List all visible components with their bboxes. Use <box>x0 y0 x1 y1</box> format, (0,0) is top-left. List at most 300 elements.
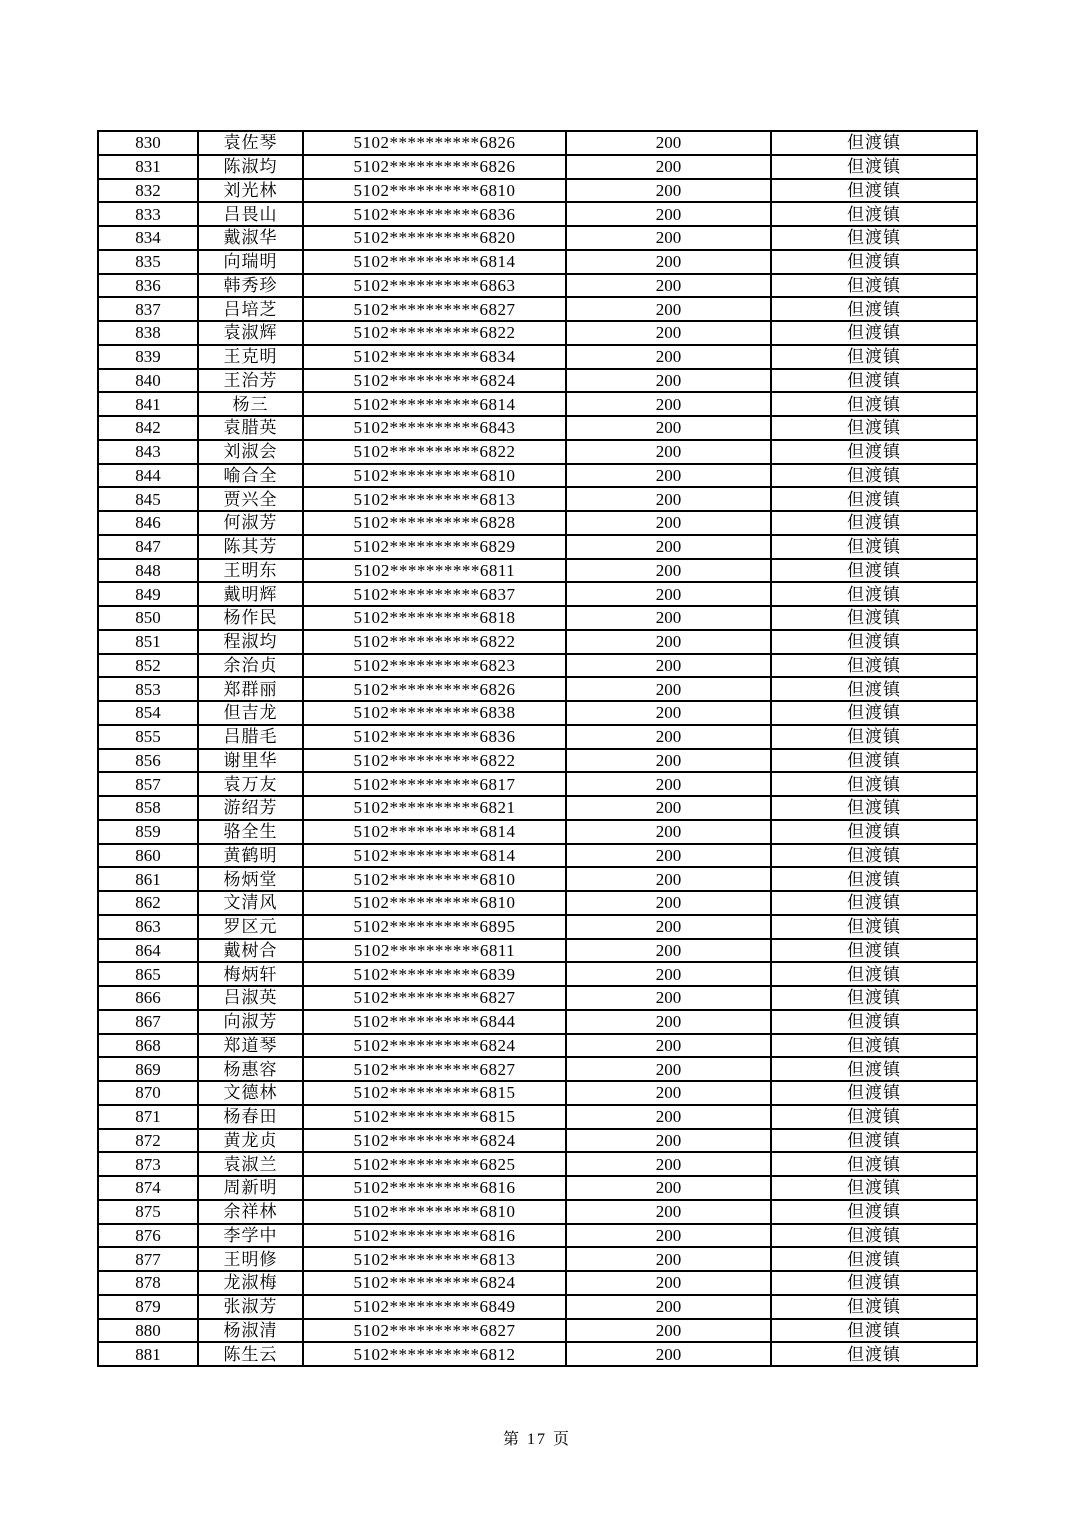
cell-town: 但渡镇 <box>771 915 977 939</box>
table-row <box>98 535 977 559</box>
cell-serial-number: 874 <box>98 1176 198 1200</box>
cell-amount: 200 <box>566 1081 771 1105</box>
cell-person-name: 刘光林 <box>198 179 303 203</box>
cell-masked-id-number: 5102**********6813 <box>303 1247 566 1271</box>
table-row <box>98 1342 977 1366</box>
cell-masked-id-number: 5102**********6812 <box>303 1342 566 1366</box>
cell-serial-number: 872 <box>98 1129 198 1153</box>
cell-masked-id-number: 5102**********6814 <box>303 844 566 868</box>
cell-person-name: 袁佐琴 <box>198 131 303 155</box>
cell-serial-number: 858 <box>98 796 198 820</box>
cell-serial-number: 869 <box>98 1057 198 1081</box>
cell-person-name: 贾兴全 <box>198 487 303 511</box>
table-row <box>98 725 977 749</box>
cell-amount: 200 <box>566 321 771 345</box>
cell-masked-id-number: 5102**********6827 <box>303 1319 566 1343</box>
cell-amount: 200 <box>566 1224 771 1248</box>
cell-masked-id-number: 5102**********6836 <box>303 202 566 226</box>
cell-serial-number: 837 <box>98 297 198 321</box>
cell-person-name: 戴明辉 <box>198 582 303 606</box>
cell-town: 但渡镇 <box>771 392 977 416</box>
cell-masked-id-number: 5102**********6843 <box>303 416 566 440</box>
table-row <box>98 986 977 1010</box>
cell-serial-number: 878 <box>98 1271 198 1295</box>
cell-serial-number: 854 <box>98 701 198 725</box>
table-row <box>98 274 977 298</box>
cell-masked-id-number: 5102**********6824 <box>303 1271 566 1295</box>
cell-masked-id-number: 5102**********6813 <box>303 487 566 511</box>
cell-masked-id-number: 5102**********6820 <box>303 226 566 250</box>
cell-town: 但渡镇 <box>771 677 977 701</box>
cell-town: 但渡镇 <box>771 179 977 203</box>
cell-town: 但渡镇 <box>771 962 977 986</box>
table-row <box>98 796 977 820</box>
table-row <box>98 630 977 654</box>
cell-amount: 200 <box>566 820 771 844</box>
cell-town: 但渡镇 <box>771 1200 977 1224</box>
cell-serial-number: 835 <box>98 250 198 274</box>
cell-masked-id-number: 5102**********6822 <box>303 630 566 654</box>
cell-person-name: 陈淑均 <box>198 155 303 179</box>
table-row <box>98 202 977 226</box>
cell-amount: 200 <box>566 1271 771 1295</box>
cell-person-name: 刘淑会 <box>198 440 303 464</box>
cell-person-name: 周新明 <box>198 1176 303 1200</box>
cell-masked-id-number: 5102**********6829 <box>303 535 566 559</box>
cell-town: 但渡镇 <box>771 1081 977 1105</box>
cell-amount: 200 <box>566 630 771 654</box>
cell-amount: 200 <box>566 179 771 203</box>
table-row <box>98 369 977 393</box>
cell-masked-id-number: 5102**********6810 <box>303 891 566 915</box>
cell-person-name: 戴树合 <box>198 939 303 963</box>
cell-town: 但渡镇 <box>771 1271 977 1295</box>
cell-serial-number: 844 <box>98 464 198 488</box>
cell-person-name: 袁淑辉 <box>198 321 303 345</box>
cell-serial-number: 856 <box>98 749 198 773</box>
cell-serial-number: 866 <box>98 986 198 1010</box>
cell-masked-id-number: 5102**********6821 <box>303 796 566 820</box>
cell-serial-number: 871 <box>98 1105 198 1129</box>
cell-town: 但渡镇 <box>771 1342 977 1366</box>
cell-masked-id-number: 5102**********6849 <box>303 1295 566 1319</box>
cell-town: 但渡镇 <box>771 297 977 321</box>
cell-amount: 200 <box>566 535 771 559</box>
cell-town: 但渡镇 <box>771 535 977 559</box>
cell-person-name: 文清风 <box>198 891 303 915</box>
cell-serial-number: 840 <box>98 369 198 393</box>
table-row <box>98 1176 977 1200</box>
cell-town: 但渡镇 <box>771 749 977 773</box>
cell-masked-id-number: 5102**********6827 <box>303 297 566 321</box>
cell-serial-number: 861 <box>98 867 198 891</box>
cell-masked-id-number: 5102**********6818 <box>303 606 566 630</box>
cell-person-name: 杨春田 <box>198 1105 303 1129</box>
cell-serial-number: 831 <box>98 155 198 179</box>
cell-masked-id-number: 5102**********6844 <box>303 1010 566 1034</box>
cell-masked-id-number: 5102**********6811 <box>303 939 566 963</box>
cell-town: 但渡镇 <box>771 986 977 1010</box>
table-row <box>98 939 977 963</box>
cell-serial-number: 853 <box>98 677 198 701</box>
cell-town: 但渡镇 <box>771 796 977 820</box>
cell-serial-number: 855 <box>98 725 198 749</box>
cell-person-name: 吕培芝 <box>198 297 303 321</box>
cell-person-name: 程淑均 <box>198 630 303 654</box>
cell-person-name: 吕畏山 <box>198 202 303 226</box>
cell-person-name: 袁淑兰 <box>198 1152 303 1176</box>
cell-person-name: 喻合全 <box>198 464 303 488</box>
cell-town: 但渡镇 <box>771 1010 977 1034</box>
table-row <box>98 915 977 939</box>
cell-masked-id-number: 5102**********6826 <box>303 155 566 179</box>
cell-person-name: 袁腊英 <box>198 416 303 440</box>
cell-serial-number: 880 <box>98 1319 198 1343</box>
cell-masked-id-number: 5102**********6814 <box>303 820 566 844</box>
cell-amount: 200 <box>566 725 771 749</box>
cell-person-name: 但吉龙 <box>198 701 303 725</box>
cell-serial-number: 867 <box>98 1010 198 1034</box>
cell-amount: 200 <box>566 606 771 630</box>
cell-person-name: 向淑芳 <box>198 1010 303 1034</box>
cell-amount: 200 <box>566 440 771 464</box>
cell-town: 但渡镇 <box>771 274 977 298</box>
cell-person-name: 张淑芳 <box>198 1295 303 1319</box>
table-row <box>98 155 977 179</box>
cell-amount: 200 <box>566 1295 771 1319</box>
cell-masked-id-number: 5102**********6837 <box>303 582 566 606</box>
cell-person-name: 罗区元 <box>198 915 303 939</box>
cell-amount: 200 <box>566 1176 771 1200</box>
cell-masked-id-number: 5102**********6826 <box>303 131 566 155</box>
cell-serial-number: 860 <box>98 844 198 868</box>
cell-masked-id-number: 5102**********6826 <box>303 677 566 701</box>
cell-person-name: 文德林 <box>198 1081 303 1105</box>
cell-serial-number: 864 <box>98 939 198 963</box>
cell-amount: 200 <box>566 1152 771 1176</box>
cell-amount: 200 <box>566 1247 771 1271</box>
cell-person-name: 杨作民 <box>198 606 303 630</box>
cell-town: 但渡镇 <box>771 630 977 654</box>
cell-town: 但渡镇 <box>771 1057 977 1081</box>
cell-town: 但渡镇 <box>771 820 977 844</box>
cell-amount: 200 <box>566 131 771 155</box>
cell-masked-id-number: 5102**********6815 <box>303 1081 566 1105</box>
table-row <box>98 511 977 535</box>
table-row <box>98 677 977 701</box>
cell-serial-number: 830 <box>98 131 198 155</box>
cell-serial-number: 833 <box>98 202 198 226</box>
cell-person-name: 黄鹤明 <box>198 844 303 868</box>
table-row <box>98 559 977 583</box>
subsidy-roster-table-wrap <box>97 130 976 1367</box>
cell-person-name: 袁万友 <box>198 772 303 796</box>
cell-person-name: 杨惠容 <box>198 1057 303 1081</box>
cell-town: 但渡镇 <box>771 155 977 179</box>
cell-amount: 200 <box>566 369 771 393</box>
cell-serial-number: 839 <box>98 345 198 369</box>
table-row <box>98 820 977 844</box>
cell-town: 但渡镇 <box>771 654 977 678</box>
cell-serial-number: 843 <box>98 440 198 464</box>
cell-town: 但渡镇 <box>771 1224 977 1248</box>
cell-person-name: 谢里华 <box>198 749 303 773</box>
cell-serial-number: 876 <box>98 1224 198 1248</box>
cell-town: 但渡镇 <box>771 844 977 868</box>
cell-person-name: 杨三 <box>198 392 303 416</box>
table-row <box>98 1271 977 1295</box>
cell-serial-number: 848 <box>98 559 198 583</box>
cell-person-name: 何淑芳 <box>198 511 303 535</box>
cell-person-name: 余治贞 <box>198 654 303 678</box>
cell-serial-number: 832 <box>98 179 198 203</box>
cell-town: 但渡镇 <box>771 464 977 488</box>
table-row <box>98 867 977 891</box>
table-row <box>98 891 977 915</box>
cell-serial-number: 859 <box>98 820 198 844</box>
cell-masked-id-number: 5102**********6816 <box>303 1176 566 1200</box>
cell-town: 但渡镇 <box>771 939 977 963</box>
cell-masked-id-number: 5102**********6815 <box>303 1105 566 1129</box>
cell-masked-id-number: 5102**********6824 <box>303 1034 566 1058</box>
cell-amount: 200 <box>566 416 771 440</box>
cell-masked-id-number: 5102**********6827 <box>303 1057 566 1081</box>
cell-amount: 200 <box>566 701 771 725</box>
cell-masked-id-number: 5102**********6838 <box>303 701 566 725</box>
cell-town: 但渡镇 <box>771 369 977 393</box>
cell-serial-number: 870 <box>98 1081 198 1105</box>
cell-person-name: 向瑞明 <box>198 250 303 274</box>
cell-person-name: 王克明 <box>198 345 303 369</box>
cell-amount: 200 <box>566 891 771 915</box>
cell-town: 但渡镇 <box>771 1319 977 1343</box>
cell-masked-id-number: 5102**********6810 <box>303 179 566 203</box>
cell-masked-id-number: 5102**********6825 <box>303 1152 566 1176</box>
table-row <box>98 416 977 440</box>
table-row <box>98 1152 977 1176</box>
cell-masked-id-number: 5102**********6814 <box>303 250 566 274</box>
cell-masked-id-number: 5102**********6817 <box>303 772 566 796</box>
table-row <box>98 1247 977 1271</box>
table-row <box>98 321 977 345</box>
cell-town: 但渡镇 <box>771 559 977 583</box>
cell-amount: 200 <box>566 464 771 488</box>
cell-town: 但渡镇 <box>771 582 977 606</box>
cell-amount: 200 <box>566 677 771 701</box>
cell-town: 但渡镇 <box>771 1034 977 1058</box>
cell-amount: 200 <box>566 654 771 678</box>
cell-masked-id-number: 5102**********6863 <box>303 274 566 298</box>
cell-amount: 200 <box>566 986 771 1010</box>
cell-person-name: 韩秀珍 <box>198 274 303 298</box>
table-row <box>98 392 977 416</box>
cell-masked-id-number: 5102**********6811 <box>303 559 566 583</box>
table-row <box>98 1081 977 1105</box>
cell-serial-number: 881 <box>98 1342 198 1366</box>
cell-serial-number: 868 <box>98 1034 198 1058</box>
cell-serial-number: 850 <box>98 606 198 630</box>
cell-person-name: 戴淑华 <box>198 226 303 250</box>
cell-town: 但渡镇 <box>771 416 977 440</box>
cell-amount: 200 <box>566 250 771 274</box>
cell-masked-id-number: 5102**********6822 <box>303 749 566 773</box>
cell-town: 但渡镇 <box>771 1176 977 1200</box>
cell-amount: 200 <box>566 1319 771 1343</box>
cell-amount: 200 <box>566 939 771 963</box>
cell-amount: 200 <box>566 1034 771 1058</box>
subsidy-roster-table <box>97 130 978 1367</box>
table-row <box>98 772 977 796</box>
page-number-footer: 第 17 页 <box>502 1431 571 1448</box>
cell-town: 但渡镇 <box>771 867 977 891</box>
cell-town: 但渡镇 <box>771 1105 977 1129</box>
table-row <box>98 1010 977 1034</box>
cell-town: 但渡镇 <box>771 725 977 749</box>
cell-serial-number: 863 <box>98 915 198 939</box>
table-row <box>98 464 977 488</box>
cell-town: 但渡镇 <box>771 511 977 535</box>
cell-serial-number: 842 <box>98 416 198 440</box>
cell-amount: 200 <box>566 772 771 796</box>
cell-person-name: 游绍芳 <box>198 796 303 820</box>
table-row <box>98 226 977 250</box>
cell-amount: 200 <box>566 1200 771 1224</box>
cell-serial-number: 865 <box>98 962 198 986</box>
cell-masked-id-number: 5102**********6836 <box>303 725 566 749</box>
cell-town: 但渡镇 <box>771 226 977 250</box>
cell-masked-id-number: 5102**********6827 <box>303 986 566 1010</box>
cell-person-name: 王明东 <box>198 559 303 583</box>
cell-town: 但渡镇 <box>771 202 977 226</box>
cell-amount: 200 <box>566 867 771 891</box>
cell-town: 但渡镇 <box>771 131 977 155</box>
table-row <box>98 1224 977 1248</box>
table-row <box>98 297 977 321</box>
cell-serial-number: 836 <box>98 274 198 298</box>
cell-amount: 200 <box>566 582 771 606</box>
cell-serial-number: 877 <box>98 1247 198 1271</box>
cell-person-name: 梅炳轩 <box>198 962 303 986</box>
cell-amount: 200 <box>566 392 771 416</box>
cell-person-name: 陈其芳 <box>198 535 303 559</box>
cell-town: 但渡镇 <box>771 891 977 915</box>
cell-person-name: 杨淑清 <box>198 1319 303 1343</box>
cell-person-name: 王明修 <box>198 1247 303 1271</box>
cell-serial-number: 841 <box>98 392 198 416</box>
cell-serial-number: 846 <box>98 511 198 535</box>
cell-serial-number: 838 <box>98 321 198 345</box>
cell-amount: 200 <box>566 915 771 939</box>
cell-amount: 200 <box>566 962 771 986</box>
cell-amount: 200 <box>566 155 771 179</box>
cell-amount: 200 <box>566 345 771 369</box>
table-row <box>98 582 977 606</box>
cell-amount: 200 <box>566 487 771 511</box>
cell-serial-number: 849 <box>98 582 198 606</box>
cell-town: 但渡镇 <box>771 1247 977 1271</box>
cell-town: 但渡镇 <box>771 1295 977 1319</box>
table-row <box>98 1295 977 1319</box>
cell-person-name: 余祥林 <box>198 1200 303 1224</box>
cell-amount: 200 <box>566 1342 771 1366</box>
table-row <box>98 1129 977 1153</box>
cell-person-name: 陈生云 <box>198 1342 303 1366</box>
table-row <box>98 654 977 678</box>
cell-town: 但渡镇 <box>771 1152 977 1176</box>
cell-person-name: 骆全生 <box>198 820 303 844</box>
table-row <box>98 131 977 155</box>
cell-masked-id-number: 5102**********6839 <box>303 962 566 986</box>
table-row <box>98 1200 977 1224</box>
cell-amount: 200 <box>566 297 771 321</box>
cell-masked-id-number: 5102**********6828 <box>303 511 566 535</box>
table-row <box>98 844 977 868</box>
cell-amount: 200 <box>566 1057 771 1081</box>
cell-serial-number: 847 <box>98 535 198 559</box>
cell-person-name: 李学中 <box>198 1224 303 1248</box>
cell-town: 但渡镇 <box>771 440 977 464</box>
cell-masked-id-number: 5102**********6822 <box>303 321 566 345</box>
table-row <box>98 1105 977 1129</box>
cell-town: 但渡镇 <box>771 1129 977 1153</box>
cell-masked-id-number: 5102**********6810 <box>303 867 566 891</box>
table-row <box>98 701 977 725</box>
cell-masked-id-number: 5102**********6824 <box>303 1129 566 1153</box>
table-row <box>98 962 977 986</box>
cell-masked-id-number: 5102**********6824 <box>303 369 566 393</box>
table-row <box>98 487 977 511</box>
cell-serial-number: 875 <box>98 1200 198 1224</box>
cell-town: 但渡镇 <box>771 701 977 725</box>
cell-serial-number: 834 <box>98 226 198 250</box>
cell-person-name: 吕腊毛 <box>198 725 303 749</box>
cell-masked-id-number: 5102**********6822 <box>303 440 566 464</box>
cell-amount: 200 <box>566 202 771 226</box>
cell-town: 但渡镇 <box>771 345 977 369</box>
cell-town: 但渡镇 <box>771 321 977 345</box>
table-row <box>98 1034 977 1058</box>
table-row <box>98 345 977 369</box>
cell-masked-id-number: 5102**********6834 <box>303 345 566 369</box>
cell-amount: 200 <box>566 796 771 820</box>
cell-masked-id-number: 5102**********6814 <box>303 392 566 416</box>
cell-serial-number: 845 <box>98 487 198 511</box>
cell-amount: 200 <box>566 1105 771 1129</box>
cell-person-name: 王治芳 <box>198 369 303 393</box>
cell-town: 但渡镇 <box>771 606 977 630</box>
table-row <box>98 606 977 630</box>
cell-serial-number: 873 <box>98 1152 198 1176</box>
table-row <box>98 1057 977 1081</box>
table-body <box>98 131 977 1366</box>
cell-serial-number: 879 <box>98 1295 198 1319</box>
cell-amount: 200 <box>566 1010 771 1034</box>
cell-amount: 200 <box>566 749 771 773</box>
cell-town: 但渡镇 <box>771 250 977 274</box>
cell-masked-id-number: 5102**********6823 <box>303 654 566 678</box>
table-row <box>98 1319 977 1343</box>
cell-person-name: 郑群丽 <box>198 677 303 701</box>
cell-amount: 200 <box>566 559 771 583</box>
cell-town: 但渡镇 <box>771 772 977 796</box>
table-row <box>98 250 977 274</box>
cell-serial-number: 851 <box>98 630 198 654</box>
cell-amount: 200 <box>566 226 771 250</box>
cell-serial-number: 862 <box>98 891 198 915</box>
cell-serial-number: 857 <box>98 772 198 796</box>
cell-person-name: 黄龙贞 <box>198 1129 303 1153</box>
cell-person-name: 龙淑梅 <box>198 1271 303 1295</box>
